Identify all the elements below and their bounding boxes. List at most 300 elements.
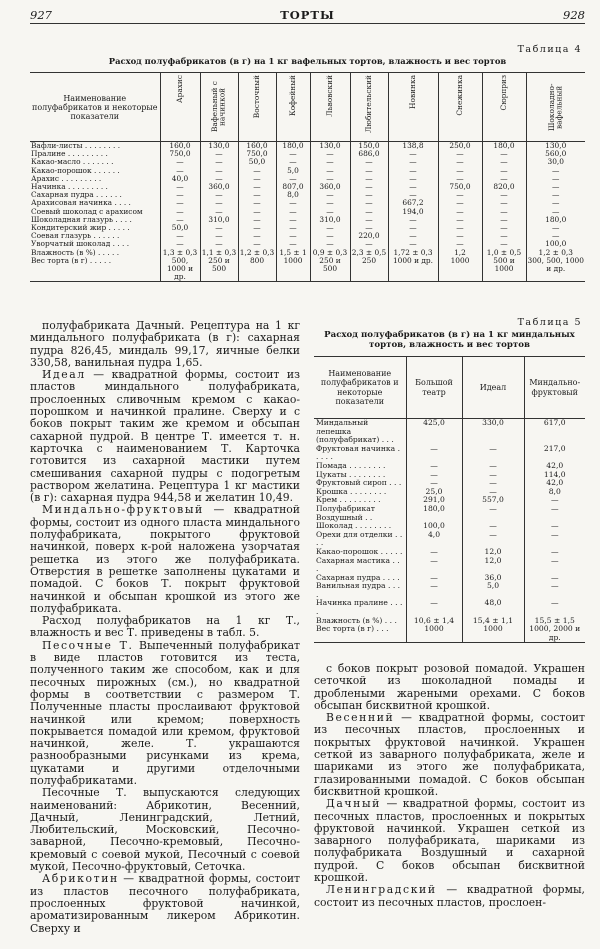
table5 [314,356,585,643]
table4-cell: 250,0 [438,142,482,151]
table5-cell: — [462,488,524,497]
table4-cell: 500 и 1000 [482,257,526,282]
table4-cell: — [310,158,350,166]
table5-cell: 1000 [406,625,462,643]
table4-cell: 130,0 [526,142,585,151]
table5-cell: 5,0 [462,582,524,599]
table5-row-label: Фруктовая начинка . . . . . [316,443,400,462]
term-heading: Песочные Т. [42,638,134,652]
table5-cell: 42,0 [524,462,585,471]
table4-cell: — [276,216,310,224]
table5-row-label: Влажность (в %) . . . [316,615,397,625]
table5-column-header: Большой театр [406,357,462,419]
table4-cell: — [388,232,438,240]
table4-col-header: Наименование полуфабрикатов и некоторые показатели [31,93,158,121]
table5-cell: 12,0 [462,548,524,557]
table4-cell: — [238,208,276,216]
paragraph [30,504,300,615]
table5-cell: — [524,574,585,583]
table4-cell: — [160,216,200,224]
table4-cell: 360,0 [200,183,238,191]
table4-row-label: Уворчатый шоколад . . . . [31,239,130,249]
paragraph [30,640,300,788]
paragraph [314,663,585,712]
table4-column-label: Кофейный [288,75,298,116]
table4-cell: — [388,183,438,191]
table4-cell: 686,0 [350,150,388,158]
table5-row-label: Цукаты . . . . . . . . [316,469,386,479]
table5-col-header: Наименование полуфабрикатов и некоторые показатели [320,368,399,406]
table4-cell: 138,8 [388,142,438,151]
table5-cell: 100,0 [406,522,462,531]
table4-cell: — [526,232,585,240]
table4-cell: 5,0 [276,167,310,175]
table4-cell: — [438,232,482,240]
paragraph-text: Песочные Т. выпускаются следующих наименований: Абрикотин, Весенний, Дачный, Ленинградский, Летний, Любительский, Московский, Песочно-заварной, Песочно-кремовый, Песочно-кремовый с соевой мукой, Песочный с соевой мукой, Песочно-фруктовый, Сеточка. [30,786,300,874]
table4-cell: 160,0 [238,142,276,151]
table4-cell: — [526,208,585,216]
table5-row [314,445,585,462]
paragraph-text: полуфабриката Дачный. Рецептура на 1 кг миндального полуфабриката (в г): сахарная пудра 826,45, миндаль 99,17, яичные белки 330,58, ванильная пудра 1,65. [30,319,300,369]
table4-cell: — [438,167,482,175]
table4-cell: — [200,175,238,183]
table4-row-label: Арахисовая начинка . . . . [31,198,131,208]
table5-cell: — [462,471,524,480]
table5-row [314,531,585,548]
table4-cell: — [310,232,350,240]
table4-cell: — [276,232,310,240]
page-title: ТОРТЫ [280,8,335,22]
table4-cell: — [526,191,585,199]
table4-cell: 1,72 ± 0,3 [388,249,438,257]
table5-cell: 557,0 [462,496,524,505]
term-heading: Миндально-фруктовый [42,503,204,517]
table4-column-header [388,73,438,142]
table4-cell: — [438,216,482,224]
table4-cell: — [310,224,350,232]
table4-cell: — [276,199,310,207]
table4-cell: — [160,240,200,248]
paragraph [30,615,300,640]
table4-cell: 1,1 ± 0,3 [201,247,237,257]
table4-cell: — [438,224,482,232]
table4-cell: 150,0 [350,142,388,151]
table4-cell: — [388,216,438,224]
table4-cell: — [388,167,438,175]
table4-cell: — [482,208,526,216]
term-heading: Весенний [326,711,395,725]
table4 [30,72,585,282]
table4-cell: 0,9 ± 0,3 [310,249,350,257]
table4-cell: — [350,158,388,166]
table5-row-label: Полуфабрикат Воздушный . . [316,503,375,522]
table5-cell: — [524,531,585,548]
page-number-left: 927 [30,8,52,22]
table4-column-header [350,73,388,142]
table4-cell: — [276,150,310,158]
table4-cell: — [350,199,388,207]
table5-cell: — [462,479,524,488]
table4-cell: — [482,150,526,158]
table5-cell: — [524,548,585,557]
table4-cell: — [482,167,526,175]
table5-cell: 10,6 ± 1,4 [406,617,462,626]
table5-cell: — [462,445,524,462]
table4-cell: — [276,224,310,232]
table4-cell: — [482,199,526,207]
table4-cell: — [482,224,526,232]
table4-cell: — [388,150,438,158]
table5-row-label: Шоколад . . . . . . . . [316,521,392,531]
table4-cell: 360,0 [310,183,350,191]
table4-cell: — [482,232,526,240]
table5-cell: — [524,522,585,531]
table4-cell: — [310,199,350,207]
table4-cell: 1,3 ± 0,3 [160,249,200,257]
table4-cell: — [388,175,438,183]
paragraph-text: — квадратной формы, состоит из песочных пластов, прослоенных и покрытых фруктовой начинкой. Украшен сеткой из заварного полуфабриката, шариками из полуфабриката Воздушный и сахарной пудрой. С боков обсыпан бисквитной крошкой. [314,797,585,885]
table4-row [30,257,585,282]
table4-cell: — [276,240,310,248]
table4-cell: 807,0 [276,183,310,191]
table4-cell: — [482,216,526,224]
table5-label: Таблица 5 [517,317,582,328]
term-heading: Дачный [326,797,381,811]
table4-column-label: Новинка [408,75,418,109]
table5-caption: Расход полуфабрикатов (в г) на 1 кг миндальных тортов, влажность и вес тортов [324,330,575,350]
table5-cell: — [406,557,462,574]
table4-cell: 560,0 [526,150,585,158]
table4-column-label: Снежинка [455,75,465,116]
table4-row-label: Пралине . . . . . . . . . [31,149,108,159]
table5-cell: 425,0 [406,419,462,445]
table4-cell: — [350,167,388,175]
table5-cell: — [462,522,524,531]
table5-row-label: Фруктовый сироп . . . [316,478,402,488]
paragraph [30,320,300,369]
paragraph [314,798,585,884]
table4-cell: — [350,191,388,199]
table5-cell: 1000 [462,625,524,643]
table4-cell: 50,0 [160,224,200,232]
table4-cell: — [526,175,585,183]
table4-caption: Расход полуфабрикатов (в г) на 1 кг вафельных тортов, влажность и вес тортов [108,56,507,66]
table4-row-label: Соевый шоколад с арахисом [31,206,143,216]
table4-cell: — [350,224,388,232]
table5-cell: 1000, 2000 и др. [524,625,585,643]
table4-cell: 310,0 [310,216,350,224]
table4-cell: — [482,240,526,248]
table4-column-label: Арахис [175,75,185,103]
table4-row-label: Соевая глазурь . . . . . . [31,231,120,241]
table5-cell: 15,4 ± 1,1 [462,617,524,626]
paragraph [30,873,300,934]
term-heading: Абрикотин [42,872,119,886]
table4-cell: — [350,175,388,183]
table4-cell: — [276,158,310,166]
table5-row-label: Орехи для отделки . . . . [316,529,403,548]
table4-cell: 180,0 [526,216,585,224]
table5-cell: 330,0 [462,419,524,445]
paragraph-text: — квадратной формы, состоит из пластов миндального полуфабриката, прослоенных сливочным кремом с какао-порошком и начинкой пралине. Сверху и с боков покрыт таким же кремом и обсыпан сахарной пудрой. В центре Т. имеется т. н. карточка с наименованием Т. Карточка готовится из сахарной мастики путем смешивания сахарной пудры с подогретым раствором желатина. Рецептура 1 кг мастики (в г): сахарная пудра 944,58 и желатин 10,49. [30,368,300,505]
table4-column-label: Львовский [325,75,335,117]
table5-cell: 12,0 [462,557,524,574]
table4-cell: — [310,208,350,216]
table5-row-label: Миндальный лепешка (полуфабрикат) . . . [316,418,394,445]
paragraph-text: — квадратной формы, состоит из одного пласта миндального полуфабриката, покрытого фруктовой начинкой, поверх к-рой наложена узорчатая решетка из этого же полуфабриката. Отверстия в решетке заполнены цукатами и помадой. С боков Т. покрыт фруктовой начинкой и обсыпан крошкой из этого же полуфабриката. [30,503,300,615]
table4-cell: 667,2 [388,199,438,207]
table4-cell: 250 и 500 [200,257,238,282]
table5-cell: — [524,599,585,616]
term-heading: Идеал [42,368,86,382]
table4-cell: — [200,232,238,240]
table4-cell: — [350,183,388,191]
table4-cell: — [200,191,238,199]
table5-cell: 48,0 [462,599,524,616]
table4-cell: — [388,224,438,232]
table4-cell: 220,0 [350,232,388,240]
table4-cell: 100,0 [526,240,585,248]
table4-cell: — [526,183,585,191]
table4-column-label: Сюрприз [499,75,509,111]
table4-column-header [276,73,310,142]
table5-row-label: Ванильная пудра . . . . [316,581,401,599]
table4-cell: 750,0 [238,150,276,158]
table4-cell: 130,0 [310,142,350,151]
table4-cell: 1,0 ± 0,5 [482,249,526,257]
table4-cell: — [438,150,482,158]
right-text-column [314,663,585,909]
table4-cell: 1000 [438,257,482,282]
table4-cell: — [160,158,200,166]
table4-label: Таблица 4 [517,44,582,55]
table4-cell: 130,0 [200,142,238,151]
table4-cell: — [438,158,482,166]
table4-row-label: Вес торта (в г) . . . . . [31,255,112,265]
table5-cell: — [524,496,585,505]
table4-column-header [238,73,276,142]
table5-row-label: Сахарная мастика . . . [316,555,400,574]
table4-row-label: Кондитерский жир . . . . . [31,223,130,233]
table5-row [314,419,585,445]
table5-column-header: Миндально-фруктовый [524,357,585,419]
table4-cell: — [160,191,200,199]
table4-cell: 40,0 [160,175,200,183]
table4-cell: — [310,167,350,175]
paragraph [30,369,300,504]
table4-column-label: Вафельный с начинкой [210,81,227,133]
table4-cell: — [482,191,526,199]
table5-cell: 291,0 [406,496,462,505]
table4-row-label: Какао-порошок . . . . . . [31,165,120,175]
table5-cell: — [406,582,462,599]
table4-cell: — [238,216,276,224]
table4-column-header [438,73,482,142]
table4-cell: 194,0 [388,208,438,216]
table5-row-label: Какао-порошок . . . . . [316,546,403,556]
table4-cell: — [526,224,585,232]
table5-row-label: Помада . . . . . . . . [316,460,386,470]
table4-cell: — [238,183,276,191]
table4-cell: 310,0 [200,216,238,224]
table5-cell: — [524,582,585,599]
table5-cell: 180,0 [406,505,462,522]
table4-cell: 30,0 [526,158,585,166]
table5-row-label: Вес торта (в г) . . . [316,624,389,634]
table4-cell: — [438,199,482,207]
table4-cell: — [200,208,238,216]
table5-row-label: Сахарная пудра . . . . [316,572,400,582]
table4-cell: — [238,232,276,240]
table4-cell: 2,3 ± 0,5 [351,247,387,257]
table4-cell: — [238,224,276,232]
table4-column-label: Любительский [364,75,374,133]
table5-cell: — [462,505,524,522]
table5-cell: — [406,445,462,462]
table5-cell: — [406,462,462,471]
table4-cell: — [200,199,238,207]
table5-row-label: Крошка . . . . . . . . [316,486,387,496]
table4-cell: 1,5 ± 1 [276,249,310,257]
table4-cell: — [200,158,238,166]
paragraph-text: — квадратной формы, состоит из пластов песочного полуфабриката, прослоенных фруктовой начинкой, ароматизированным ликером Абрикотин. Сверху и [30,872,300,935]
page-header [30,8,585,24]
paragraph [314,712,585,798]
table4-cell: — [160,199,200,207]
paragraph [314,884,585,909]
paragraph [30,787,300,873]
table4-cell: 500, 1000 и др. [160,257,200,282]
table4-row-label: Вафли-листы . . . . . . . . [31,141,121,150]
table5-row [314,625,585,643]
table5-cell: — [462,462,524,471]
table4-cell: — [438,175,482,183]
table4-row-label: Влажность (в %) . . . . . [31,247,120,257]
table5-cell: 217,0 [524,445,585,462]
paragraph-text: с боков покрыт розовой помадой. Украшен сеточкой из шоколадной помады и дроблеными жареными орехами. С боков обсыпан бисквитной крошкой. [314,662,585,712]
table4-cell: — [350,240,388,248]
paragraph-text: Выпеченный полуфабрикат в виде пластов готовится из теста, полученного таким же способом, как и для песочных пирожных (см.), но квадратной формы в соответствии с размером Т. Полученные пласты прослаивают фруктовой начинкой или кремом; поверхность покрывается помадой или кремом, фруктовой начинкой, желе. Т. украшаются разнообразными рисунками из крема, цукатами и другими отделочными полуфабрикатами. [30,638,301,787]
table4-cell: 160,0 [160,142,200,151]
table4-cell: — [238,191,276,199]
table4-cell: — [200,167,238,175]
table4-column-header [526,73,585,142]
table4-cell: 1000 и др. [388,257,438,282]
table4-cell: 820,0 [482,183,526,191]
table4-cell: — [482,158,526,166]
table4-cell: — [160,232,200,240]
table4-cell: 250 [350,257,388,282]
table4-cell: — [526,167,585,175]
page-number-right: 928 [563,8,585,22]
table5-row [314,599,585,616]
table4-cell: — [238,167,276,175]
table5-row [314,582,585,599]
table5-cell: 114,0 [524,471,585,480]
table4-cell: — [526,199,585,207]
table4-cell: — [350,216,388,224]
table4-cell: — [160,167,200,175]
paragraph-text: — квадратной формы, состоит из песочных пластов, прослоенных и покрытых фруктовой начинкой. Украшен сеткой из заварного полуфабриката, желе и шариками из этого же полуфабриката, глазированными помадой. С боков обсыпан бисквитной крошкой. [314,711,585,798]
table4-cell: 250 и 500 [310,257,350,282]
table5-cell: — [406,471,462,480]
table4-row-label: Шоколадная глазурь . . . . [31,214,132,224]
table4-column-label: Восточный [252,75,262,119]
table5-cell: 25,0 [406,488,462,497]
table4-cell: — [310,191,350,199]
table4-cell: 180,0 [276,142,310,151]
table4-cell: — [200,224,238,232]
table4-cell: — [310,240,350,248]
table5-cell: 617,0 [524,419,585,445]
table5-row-label: Крем . . . . . . . . . [316,495,381,505]
paragraph-text: — квадратной формы, состоит из песочных пластов, прослоен- [314,883,585,909]
table4-cell: — [388,158,438,166]
table5-cell: — [406,574,462,583]
table4-cell: 1000 [276,257,310,282]
table4-cell: 8,0 [276,191,310,199]
table4-cell: — [238,175,276,183]
table4-cell: 50,0 [238,158,276,166]
table5-cell: 42,0 [524,479,585,488]
table5-row [314,557,585,574]
table4-cell: — [482,175,526,183]
table4-cell: 750,0 [438,183,482,191]
table5-cell: — [524,557,585,574]
table5-cell: 15,5 ± 1,5 [524,617,585,626]
table5-cell: 8,0 [524,488,585,497]
table5-cell: — [406,479,462,488]
table5-cell: — [406,599,462,616]
table4-column-header [310,73,350,142]
table4-cell: — [438,191,482,199]
table5-cell: 4,0 [406,531,462,548]
table4-cell: 180,0 [482,142,526,151]
table4-column-header [200,73,238,142]
table5-cell: — [462,531,524,548]
table4-cell: — [310,175,350,183]
table4-column-label: Шоколадно-вафельный [547,83,564,131]
table4-cell: 750,0 [160,150,200,158]
table4-cell: — [238,240,276,248]
table4-cell: 1,2 [438,249,482,257]
table4-row-label: Какао-масло . . . . . . . [31,157,114,167]
left-text-column [30,320,300,935]
table4-cell: — [276,208,310,216]
table4-cell: — [350,208,388,216]
table4-row-label: Сахарная пудра . . . . . . [31,190,122,200]
table4-cell: 1,2 ± 0,3 [526,249,585,257]
table4-row-label: Начинка . . . . . . . . . [31,182,108,192]
table5-row-label: Начинка пралине . . . . [316,598,403,617]
table4-cell: — [438,208,482,216]
table4-column-header [482,73,526,142]
table4-cell: — [200,150,238,158]
table4-row-label: Арахис . . . . . . . . . [31,173,102,183]
table4-cell: — [438,240,482,248]
table5-cell: — [406,548,462,557]
table4-cell: — [388,191,438,199]
term-heading: Ленинградский [326,883,437,897]
table5-row [314,505,585,522]
table4-cell: 800 [238,257,276,282]
table4-cell: — [310,150,350,158]
table4-cell: — [160,208,200,216]
table5-cell: — [524,505,585,522]
table4-column-header [160,73,200,142]
table4-cell: — [200,240,238,248]
table4-cell: 300, 500, 1000 и др. [526,257,585,282]
